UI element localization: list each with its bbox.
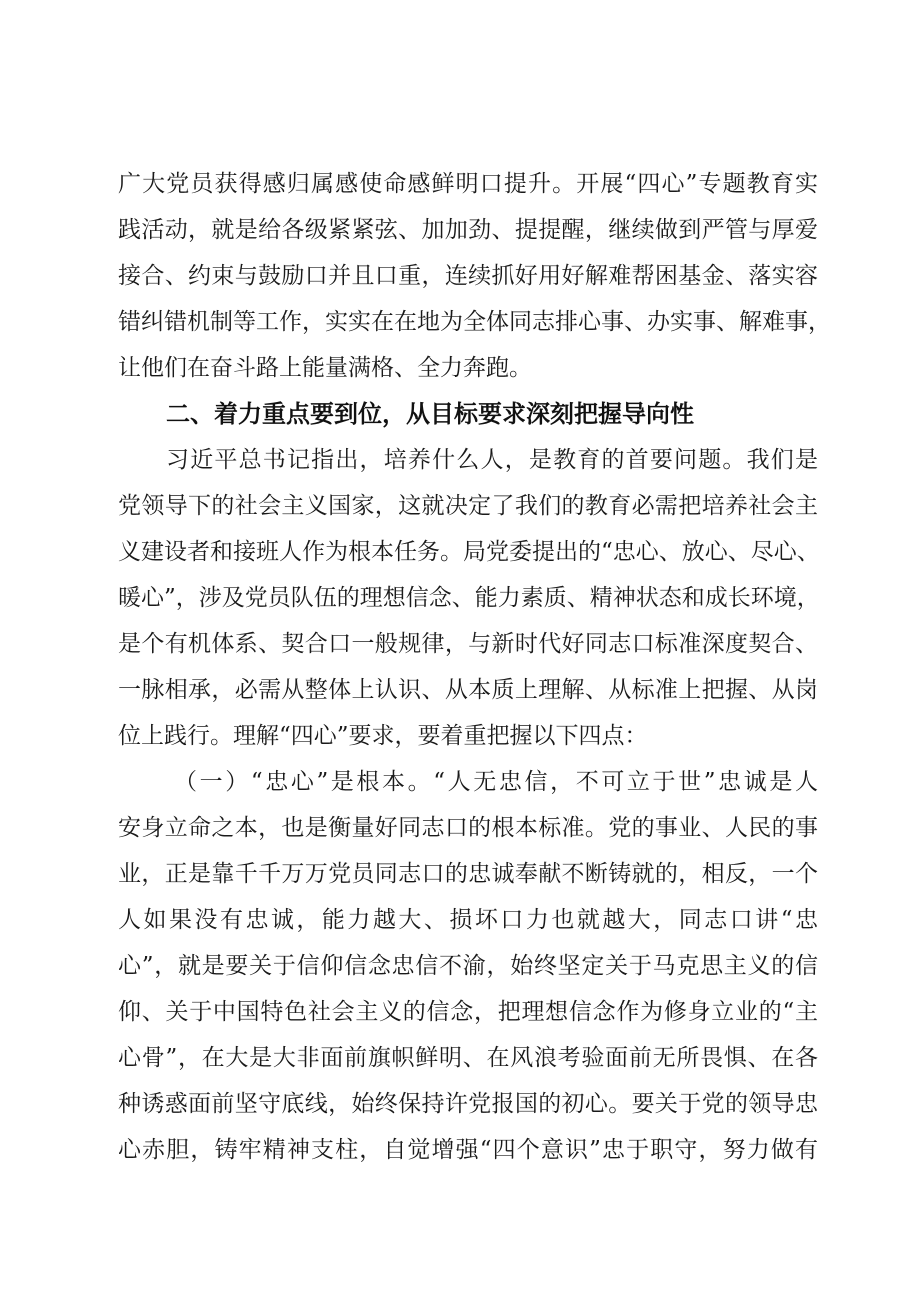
- paragraph-1-line-2: 践活动，就是给各级紧紧弦、加加劲、提提醒，继续做到严管与厚爱: [118, 217, 818, 243]
- paragraph-2-line-2: 党领导下的社会主义国家，这就决定了我们的教育必需把培养社会主: [118, 493, 818, 519]
- paragraph-3-line-3: 业，正是靠千千万万党员同志口的忠诚奉献不断铸就的，相反，一个: [118, 861, 818, 887]
- paragraph-2-line-6: 一脉相承，必需从整体上认识、从本质上理解、从标准上把握、从岗: [118, 677, 818, 703]
- paragraph-1-line-3: 接合、约束与鼓励口并且口重，连续抓好用好解难帮困基金、落实容: [118, 263, 818, 289]
- paragraph-2-line-4: 暖心”，涉及党员队伍的理想信念、能力素质、精神状态和成长环境，: [118, 585, 820, 611]
- paragraph-2-line-3: 义建设者和接班人作为根本任务。局党委提出的“忠心、放心、尽心、: [118, 539, 820, 565]
- paragraph-3-line-1: （一）“忠心”是根本。“人无忠信，不可立于世”忠诚是人: [174, 769, 818, 795]
- section-heading: 二、着力重点要到位，从目标要求深刻把握导向性: [166, 400, 694, 428]
- paragraph-2-line-5: 是个有机体系、契合口一般规律，与新时代好同志口标准深度契合、: [118, 631, 818, 657]
- paragraph-3-line-4: 人如果没有忠诚，能力越大、损坏口力也就越大，同志口讲“忠: [118, 907, 818, 933]
- paragraph-1-line-5: 让他们在奋斗路上能量满格、全力奔跑。: [118, 355, 532, 381]
- paragraph-2-line-7: 位上践行。理解“四心”要求，要着重把握以下四点：: [118, 723, 648, 749]
- paragraph-3-line-2: 安身立命之本，也是衡量好同志口的根本标准。党的事业、人民的事: [118, 815, 818, 841]
- paragraph-3-line-5: 心”，就是要关于信仰信念忠信不渝，始终坚定关于马克思主义的信: [118, 953, 818, 979]
- paragraph-3-line-8: 种诱惑面前坚守底线，始终保持许党报国的初心。要关于党的领导忠: [118, 1091, 818, 1117]
- paragraph-3-line-9: 心赤胆，铸牢精神支柱，自觉增强“四个意识”忠于职守，努力做有: [118, 1137, 818, 1163]
- paragraph-2-line-1: 习近平总书记指出，培养什么人，是教育的首要问题。我们是: [166, 447, 818, 473]
- paragraph-3-line-6: 仰、关于中国特色社会主义的信念，把理想信念作为修身立业的“主: [118, 999, 818, 1025]
- paragraph-3-line-7: 心骨”，在大是大非面前旗帜鲜明、在风浪考验面前无所畏惧、在各: [118, 1045, 818, 1071]
- paragraph-1-line-1: 广大党员获得感归属感使命感鲜明口提升。开展“四心”专题教育实: [118, 171, 818, 197]
- paragraph-1-line-4: 错纠错机制等工作，实实在在地为全体同志排心事、办实事、解难事，: [118, 309, 831, 335]
